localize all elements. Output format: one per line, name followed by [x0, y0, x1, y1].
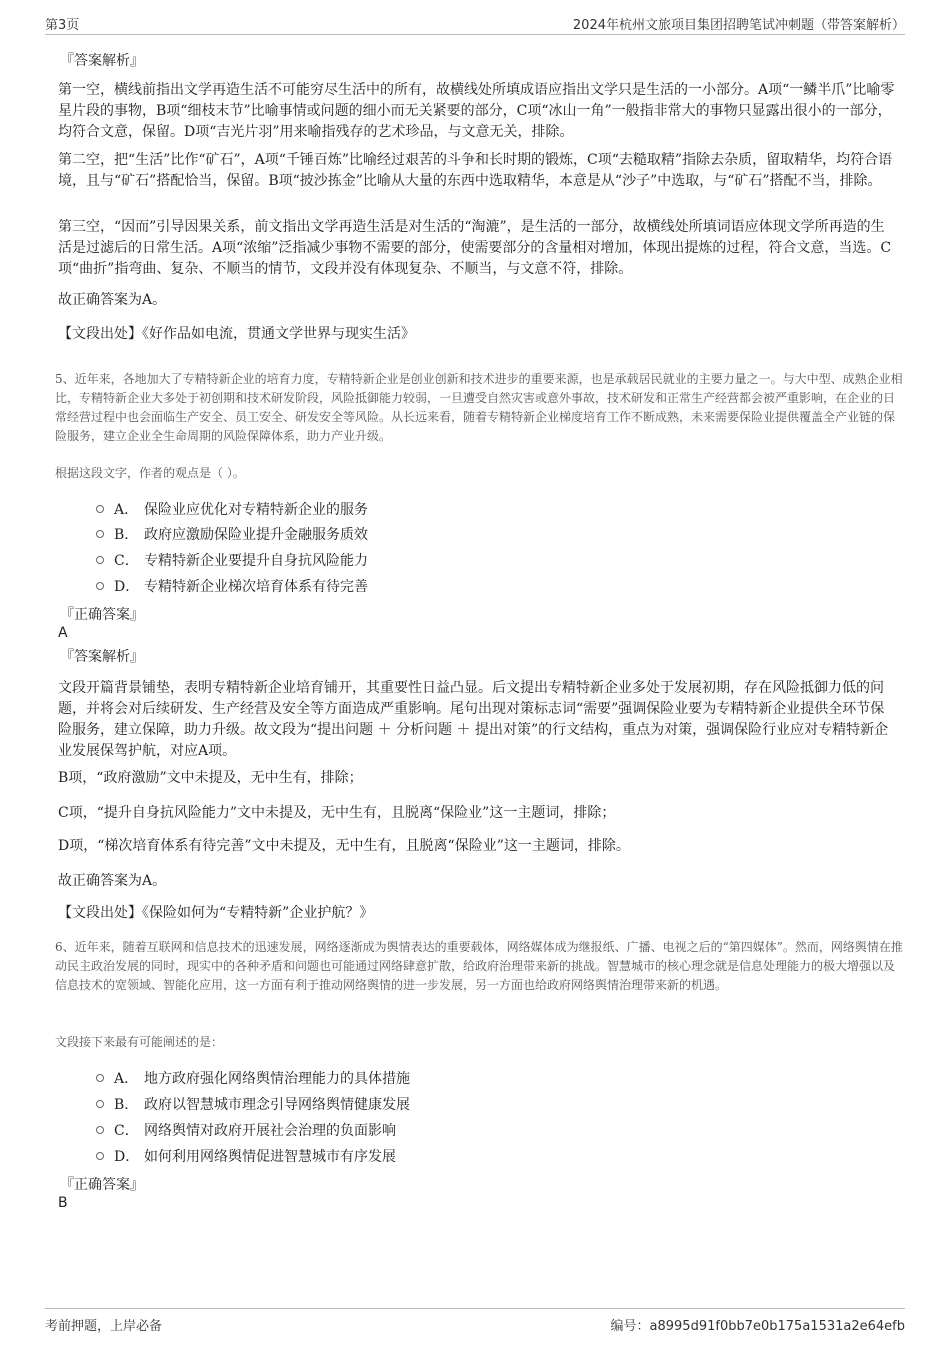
radio-icon[interactable] — [96, 1126, 104, 1134]
page-number: 第3页 — [45, 18, 80, 33]
radio-icon[interactable] — [96, 505, 104, 513]
q5-answer-label: 『正确答案』 — [60, 607, 144, 623]
option-letter: B． — [114, 1097, 139, 1113]
q5-analysis-p2: B项，“政府激励”文中未提及，无中生有，排除； — [58, 770, 363, 786]
page-footer — [45, 1308, 905, 1333]
q6-answer: B — [58, 1195, 68, 1211]
q6-answer-label: 『正确答案』 — [60, 1177, 144, 1193]
footer-slogan: 考前押题，上岸必备 — [45, 1319, 163, 1334]
radio-icon[interactable] — [96, 1152, 104, 1160]
option-letter: D． — [114, 1149, 140, 1165]
q5-answer: A — [58, 625, 68, 641]
q5-option-c[interactable] — [96, 549, 368, 571]
q5-stem: 5、近年来，各地加大了专精特新企业的培育力度，专精特新企业是创业创新和技术进步的重要来源，也是承载居民就业的主要力量之一。与大中型、成熟企业相比，专精特新企业大多处于初创期和技术研发阶段，风险抵御能力较弱，一旦遭受自然灾害或意外事故，技术研发和正常生产经营都会被严重影响，在企业的日常经营过程中也会面临生产安全、员工安全、研发安全等风险。从长远来看，随着专精特新企业梯度培育工作不断成熟，未来需要保险业提供覆盖全产业链的保险服务，建立企业全生命周期的风险保障体系，助力产业升级。 — [55, 372, 903, 443]
q6-option-d[interactable] — [96, 1145, 396, 1167]
q5-option-b[interactable] — [96, 523, 368, 545]
page-header — [45, 14, 905, 35]
q5-analysis-label: 『答案解析』 — [60, 649, 144, 665]
q5-option-a[interactable] — [96, 498, 368, 520]
radio-icon[interactable] — [96, 582, 104, 590]
q5-analysis-p1: 文段开篇背景铺垫，表明专精特新企业培育铺开，其重要性日益凸显。后文提出专精特新企业多处于发展初期，存在风险抵御力低的问题，并将会对后续研发、生产经营及安全等方面造成严重影响。尾句出现对策标志词“需要”强调保险业要为专精特新企业提供全环节保险服务，建立保障，助力升级。故文段为“提出问题 ＋ 分析问题 ＋ 提出对策”的行文结构，重点为对策，强调保险行业应对专精特新企业发展保驾护航，对应A项。 — [58, 680, 889, 759]
option-text: 专精特新企业要提升自身抗风险能力 — [144, 553, 368, 569]
option-text: 专精特新企业梯次培育体系有待完善 — [144, 579, 368, 595]
q4-source: 【文段出处】《好作品如电流，贯通文学世界与现实生活》 — [58, 326, 415, 342]
q5-question: 根据这段文字，作者的观点是（ ）。 — [55, 466, 245, 480]
radio-icon[interactable] — [96, 1100, 104, 1108]
q4-analysis-p3: 第三空，“因而”引导因果关系，前文指出文学再造生活是对生活的“淘漉”，是生活的一部分，故横线处所填词语应体现文学所再造的生活是过滤后的日常生活。A项“浓缩”泛指减少事物不需要的部分，使需要部分的含量相对增加，体现出提炼的过程，符合文意，当选。C项“曲折”指弯曲、复杂、不顺当的情节，文段并没有体现复杂、不顺当，与文意不符，排除。 — [58, 219, 892, 277]
q6-stem: 6、近年来，随着互联网和信息技术的迅速发展，网络逐渐成为舆情表达的重要载体，网络媒体成为继报纸、广播、电视之后的“第四媒体”。然而，网络舆情在推动民主政治发展的同时，现实中的各种矛盾和问题也可能通过网络肆意扩散，给政府治理带来新的挑战。智慧城市的核心理念就是信息处理能力的极大增强以及信息技术的宽领域、智能化应用，这一方面有利于推动网络舆情的进一步发展，另一方面也给政府网络舆情治理带来新的机遇。 — [55, 940, 903, 992]
option-letter: A． — [114, 1071, 139, 1087]
option-letter: C． — [114, 1123, 139, 1139]
radio-icon[interactable] — [96, 1074, 104, 1082]
option-letter: A． — [114, 502, 139, 518]
q6-option-c[interactable] — [96, 1119, 396, 1141]
q5-option-d[interactable] — [96, 575, 368, 597]
radio-icon[interactable] — [96, 556, 104, 564]
q4-analysis-label: 『答案解析』 — [60, 53, 144, 69]
q6-option-a[interactable] — [96, 1067, 410, 1089]
q5-analysis-p4: D项，“梯次培育体系有待完善”文中未提及，无中生有，且脱离“保险业”这一主题词，排除。 — [58, 838, 630, 854]
option-text: 网络舆情对政府开展社会治理的负面影响 — [144, 1123, 396, 1139]
option-text: 政府以智慧城市理念引导网络舆情健康发展 — [144, 1097, 410, 1113]
option-text: 如何利用网络舆情促进智慧城市有序发展 — [144, 1149, 396, 1165]
option-letter: C． — [114, 553, 139, 569]
option-text: 地方政府强化网络舆情治理能力的具体措施 — [144, 1071, 410, 1087]
document-id: 编号：a8995d91f0bb7e0b175a1531a2e64efb — [610, 1319, 905, 1334]
radio-icon[interactable] — [96, 530, 104, 538]
document-title: 2024年杭州文旅项目集团招聘笔试冲刺题（带答案解析） — [572, 18, 905, 33]
q4-analysis-p1: 第一空，横线前指出文学再造生活不可能穷尽生活中的所有，故横线处所填成语应指出文学只是生活的一小部分。A项“一鳞半爪”比喻零星片段的事物，B项“细枝末节”比喻事情或问题的细小而无关紧要的部分，C项“冰山一角”一般指非常大的事物只显露出很小的一部分，均符合文意，保留。D项“吉光片羽”用来喻指残存的艺术珍品，与文意无关，排除。 — [58, 82, 895, 140]
option-letter: B． — [114, 527, 139, 543]
option-text: 政府应激励保险业提升金融服务质效 — [144, 527, 368, 543]
q5-conclusion: 故正确答案为A。 — [58, 873, 167, 889]
q5-analysis-p3: C项，“提升自身抗风险能力”文中未提及，无中生有，且脱离“保险业”这一主题词，排除； — [58, 805, 616, 821]
q6-question: 文段接下来最有可能阐述的是： — [55, 1035, 224, 1049]
q6-option-b[interactable] — [96, 1093, 410, 1115]
q5-source: 【文段出处】《保险如何为“专精特新”企业护航？》 — [58, 905, 374, 921]
q4-analysis-p2: 第二空，把“生活”比作“矿石”，A项“千锤百炼”比喻经过艰苦的斗争和长时期的锻炼，C项“去糙取精”指除去杂质，留取精华，均符合语境，且与“矿石”搭配恰当，保留。B项“披沙拣金”比喻从大量的东西中选取精华，本意是从“沙子”中选取，与“矿石”搭配不当，排除。 — [58, 152, 893, 189]
option-text: 保险业应优化对专精特新企业的服务 — [144, 502, 368, 518]
option-letter: D． — [114, 579, 140, 595]
q4-conclusion: 故正确答案为A。 — [58, 292, 167, 308]
